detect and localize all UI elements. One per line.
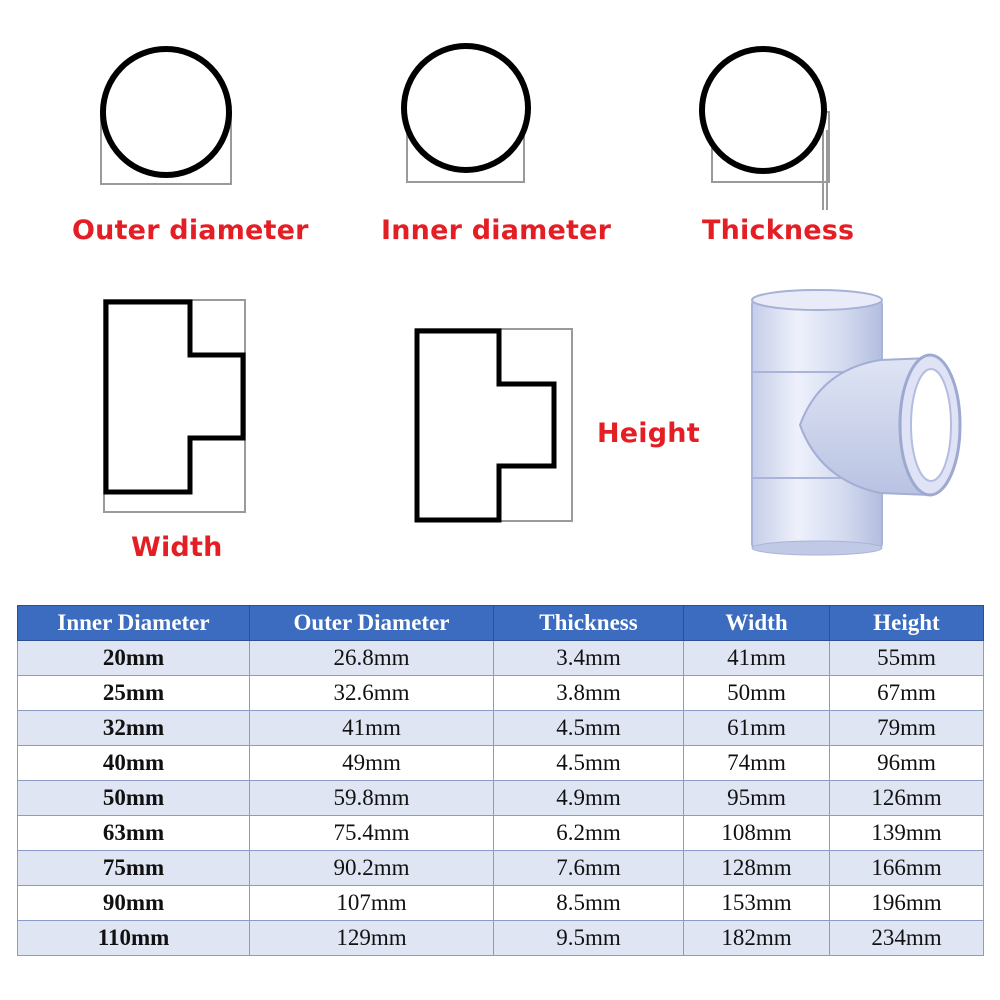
cell-outer-diameter: 49mm (250, 746, 494, 781)
clear-tee-fitting-image (752, 290, 960, 555)
cell-outer-diameter: 107mm (250, 886, 494, 921)
cell-height: 67mm (830, 676, 984, 711)
cell-width: 74mm (684, 746, 830, 781)
inner-diameter-diagram (404, 46, 528, 182)
table-row (18, 781, 984, 816)
cell-inner-diameter: 32mm (18, 711, 250, 746)
cell-outer-diameter: 129mm (250, 921, 494, 956)
cell-height: 79mm (830, 711, 984, 746)
cell-thickness: 4.5mm (494, 711, 684, 746)
cell-width: 128mm (684, 851, 830, 886)
cell-outer-diameter: 26.8mm (250, 641, 494, 676)
cell-inner-diameter: 90mm (18, 886, 250, 921)
cell-inner-diameter: 50mm (18, 781, 250, 816)
cell-outer-diameter: 75.4mm (250, 816, 494, 851)
table-header-row (18, 606, 984, 641)
cell-width: 95mm (684, 781, 830, 816)
cell-width: 50mm (684, 676, 830, 711)
cell-thickness: 7.6mm (494, 851, 684, 886)
size-spec-table (17, 605, 984, 956)
table-row (18, 711, 984, 746)
cell-width: 108mm (684, 816, 830, 851)
cell-height: 96mm (830, 746, 984, 781)
thickness-label: Thickness (702, 215, 855, 246)
cell-width: 182mm (684, 921, 830, 956)
table-row (18, 676, 984, 711)
cell-height: 55mm (830, 641, 984, 676)
cell-inner-diameter: 110mm (18, 921, 250, 956)
cell-width: 41mm (684, 641, 830, 676)
cell-outer-diameter: 32.6mm (250, 676, 494, 711)
cell-inner-diameter: 40mm (18, 746, 250, 781)
header-inner-diameter: Inner Diameter (18, 606, 250, 641)
cell-thickness: 4.5mm (494, 746, 684, 781)
cell-thickness: 3.8mm (494, 676, 684, 711)
header-width: Width (684, 606, 830, 641)
cell-thickness: 9.5mm (494, 921, 684, 956)
cell-height: 126mm (830, 781, 984, 816)
cell-outer-diameter: 90.2mm (250, 851, 494, 886)
cell-inner-diameter: 25mm (18, 676, 250, 711)
table-row (18, 746, 984, 781)
table-row (18, 851, 984, 886)
table-row (18, 921, 984, 956)
width-label: Width (131, 532, 223, 563)
thickness-diagram (702, 49, 829, 210)
cell-height: 234mm (830, 921, 984, 956)
cell-inner-diameter: 75mm (18, 851, 250, 886)
cell-height: 196mm (830, 886, 984, 921)
cell-thickness: 8.5mm (494, 886, 684, 921)
cell-width: 153mm (684, 886, 830, 921)
cell-inner-diameter: 20mm (18, 641, 250, 676)
height-label: Height (597, 418, 700, 449)
cell-thickness: 6.2mm (494, 816, 684, 851)
table-body (18, 641, 984, 956)
table-row (18, 816, 984, 851)
cell-outer-diameter: 59.8mm (250, 781, 494, 816)
outer-diameter-diagram (101, 49, 231, 184)
outer-diameter-label: Outer diameter (72, 215, 309, 246)
cell-height: 139mm (830, 816, 984, 851)
table-row (18, 886, 984, 921)
cell-thickness: 4.9mm (494, 781, 684, 816)
cell-height: 166mm (830, 851, 984, 886)
cell-outer-diameter: 41mm (250, 711, 494, 746)
width-tee-diagram (104, 300, 245, 512)
header-outer-diameter: Outer Diameter (250, 606, 494, 641)
cell-inner-diameter: 63mm (18, 816, 250, 851)
table-row (18, 641, 984, 676)
header-height: Height (830, 606, 984, 641)
height-tee-diagram (416, 329, 572, 521)
cell-width: 61mm (684, 711, 830, 746)
inner-diameter-label: Inner diameter (381, 215, 612, 246)
header-thickness: Thickness (494, 606, 684, 641)
cell-thickness: 3.4mm (494, 641, 684, 676)
